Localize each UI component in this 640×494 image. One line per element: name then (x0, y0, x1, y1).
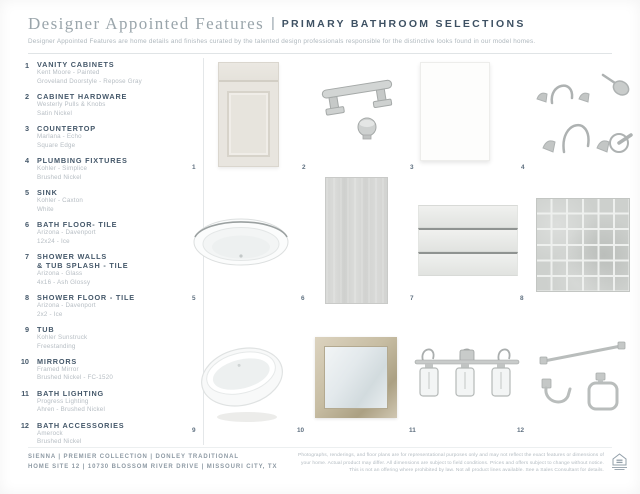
item-spec: Westerly Pulls & Knobs (37, 101, 106, 109)
section-title: PRIMARY BATHROOM SELECTIONS (281, 18, 526, 30)
item-title: SHOWER WALLS (37, 251, 107, 261)
item-spec: Brushed Nickel (37, 438, 82, 446)
item-number: 4 (24, 156, 29, 166)
item-number: 7 (24, 252, 29, 262)
item-spec: Satin Nickel (37, 109, 73, 117)
bath-light-image (413, 341, 521, 403)
item-title: VANITY CABINETS (37, 60, 115, 69)
item-number: 2 (24, 92, 29, 102)
item-number: 12 (20, 421, 29, 431)
selection-item-shower-walls-tile (16, 252, 198, 288)
item-number: 9 (24, 325, 29, 335)
pull-and-knob-icon (312, 72, 407, 147)
tub-image (192, 333, 292, 425)
cabinet-hardware-image (312, 72, 407, 147)
item-spec: Groveland Doorstyle - Repose Gray (37, 77, 142, 85)
item-title: COUNTERTOP (37, 123, 96, 133)
plumbing-fixtures-image (533, 58, 635, 166)
product-number-5: 5 (192, 295, 196, 302)
item-title: SINK (37, 187, 58, 197)
bath-floor-tile-image (325, 177, 388, 304)
item-spec: Freestanding (37, 342, 76, 350)
item-title: BATH ACCESSORIES (37, 420, 125, 430)
footer-project-info (28, 453, 277, 472)
sink-image (192, 212, 290, 268)
item-spec: Arizona - Glass (37, 269, 83, 277)
selection-item-tub (16, 325, 198, 351)
item-title-line2: & TUB SPLASH - TILE (37, 260, 129, 270)
page-title (28, 14, 612, 34)
item-spec: Ahren - Brushed Nickel (37, 406, 106, 414)
selection-item-bath-floor-tile (16, 220, 198, 246)
item-number: 8 (24, 293, 29, 303)
product-number-7: 7 (410, 295, 414, 302)
selection-item-vanity-cabinets (16, 60, 198, 86)
item-spec: 2x2 - Ice (37, 310, 63, 318)
item-number: 3 (24, 124, 29, 134)
bath-accessories-image (534, 336, 634, 416)
faucet-set-icon (533, 58, 635, 166)
towel-bar-ring-paper-holder-icon (534, 336, 634, 416)
item-spec: Kent Moore - Painted (37, 69, 100, 77)
selection-item-sink (16, 188, 198, 214)
mirror-image (315, 337, 397, 418)
product-number-11: 11 (409, 427, 416, 434)
sidebar-divider (203, 58, 204, 445)
item-title: BATH LIGHTING (37, 388, 105, 398)
product-number-3: 3 (410, 164, 414, 171)
subtitle: Designer Appointed Features are home details and finishes curated by the talented design professionals responsible for the distinctive looks found in our model homes. (28, 38, 536, 45)
item-spec: 4x16 - Ash Glossy (37, 278, 91, 286)
title-separator: | (271, 14, 275, 30)
product-number-1: 1 (192, 164, 196, 171)
item-spec: Brushed Nickel (37, 173, 82, 181)
selection-item-plumbing-fixtures (16, 156, 198, 182)
selection-item-bath-lighting (16, 389, 198, 415)
item-spec: Brushed Nickel - FC-1520 (37, 374, 113, 382)
disclaimer-line: This is not an offering where prohibited by law. Not all product lines available. See a Sales Consultant for details. (349, 468, 604, 474)
legal-disclaimer (274, 452, 604, 475)
item-number: 1 (24, 60, 29, 70)
item-number: 6 (24, 220, 29, 230)
item-spec: Amerock (37, 429, 63, 437)
item-number: 5 (24, 188, 29, 198)
header-divider (28, 53, 612, 54)
item-spec: Kohler - Caxton (37, 196, 83, 204)
product-number-6: 6 (301, 295, 305, 302)
freestanding-tub-icon (192, 333, 292, 425)
shower-wall-tile-image (418, 205, 518, 276)
item-spec: Kohler Sunstruck (37, 333, 88, 341)
item-spec: Marlana - Echo (37, 133, 82, 141)
header (28, 14, 612, 45)
item-title: SHOWER FLOOR - TILE (37, 292, 135, 302)
selection-item-bath-accessories (16, 421, 198, 447)
selections-list (16, 60, 198, 453)
item-number: 11 (21, 389, 29, 399)
item-title: TUB (37, 324, 55, 334)
oval-sink-icon (192, 212, 290, 268)
item-spec: 12x24 - Ice (37, 237, 70, 245)
selection-item-mirrors (16, 357, 198, 383)
item-spec: White (37, 205, 54, 213)
selection-item-cabinet-hardware (16, 92, 198, 118)
product-number-9: 9 (192, 427, 196, 434)
item-title: CABINET HARDWARE (37, 91, 128, 101)
item-title: MIRRORS (37, 356, 78, 366)
item-spec: Arizona - Davenport (37, 228, 96, 236)
selection-item-countertop (16, 124, 198, 150)
item-spec: Kohler - Simplice (37, 164, 88, 172)
disclaimer-line: Photographs, renderings, and floor plans are for representational purposes only and may not reflect the exact features or dimensions of (297, 453, 604, 458)
product-number-10: 10 (297, 427, 305, 434)
countertop-sample-image (420, 62, 490, 161)
brand-title: Designer Appointed Features (28, 14, 265, 33)
vanity-cabinet-image (218, 62, 279, 167)
disclaimer-line: your home. Actual product may differ. All dimensions are subject to field conditions. Prices and offers subject to change without notice. (300, 460, 604, 466)
item-spec: Progress Lighting (37, 397, 89, 405)
address-line: HOME SITE 12 | 10730 BLOSSOM RIVER DRIVE | MISSOURI CITY, TX (28, 463, 278, 470)
product-number-8: 8 (520, 295, 524, 302)
selection-item-shower-floor-tile (16, 293, 198, 319)
project-line: SIENNA | PREMIER COLLECTION | DONLEY TRADITIONAL (28, 454, 239, 460)
item-spec: Framed Mirror (37, 365, 79, 373)
item-title: BATH FLOOR- TILE (37, 219, 118, 229)
vanity-light-icon (413, 341, 521, 403)
product-number-12: 12 (517, 427, 525, 434)
shower-floor-mosaic-image (536, 198, 630, 292)
item-spec: Square Edge (37, 141, 76, 149)
product-number-4: 4 (521, 164, 525, 171)
product-number-2: 2 (302, 164, 306, 171)
item-title: PLUMBING FIXTURES (37, 155, 128, 165)
equal-housing-icon (611, 452, 628, 476)
item-number: 10 (20, 357, 29, 367)
item-spec: Arizona - Davenport (37, 301, 96, 309)
